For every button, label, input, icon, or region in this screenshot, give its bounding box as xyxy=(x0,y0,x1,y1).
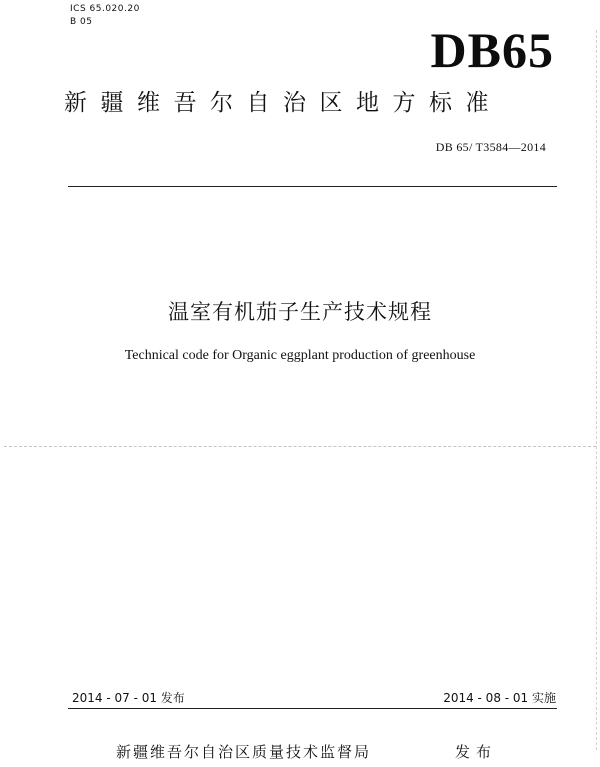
issue-label: 发布 xyxy=(455,743,498,761)
footer-divider xyxy=(68,708,557,709)
issuing-authority: 新疆维吾尔自治区质量技术监督局 xyxy=(116,743,372,761)
scan-edge-line xyxy=(596,30,597,750)
header-divider xyxy=(68,186,557,187)
classification-code: B 05 xyxy=(70,17,93,27)
publish-date: 2014 - 07 - 01 发布 xyxy=(72,691,185,705)
ics-code: ICS 65.020.20 xyxy=(70,4,140,14)
scan-artifact-dotted-line xyxy=(4,446,596,447)
document-title-english: Technical code for Organic eggplant production of greenhouse xyxy=(124,348,476,363)
implement-date: 2014 - 08 - 01 实施 xyxy=(443,691,556,705)
document-title-chinese: 温室有机茄子生产技术规程 xyxy=(168,300,432,324)
standard-authority-title: 新疆维吾尔自治区地方标准 xyxy=(64,90,502,116)
db65-logo: DB65 xyxy=(430,22,554,78)
standard-number: DB 65/ T3584—2014 xyxy=(435,140,546,154)
